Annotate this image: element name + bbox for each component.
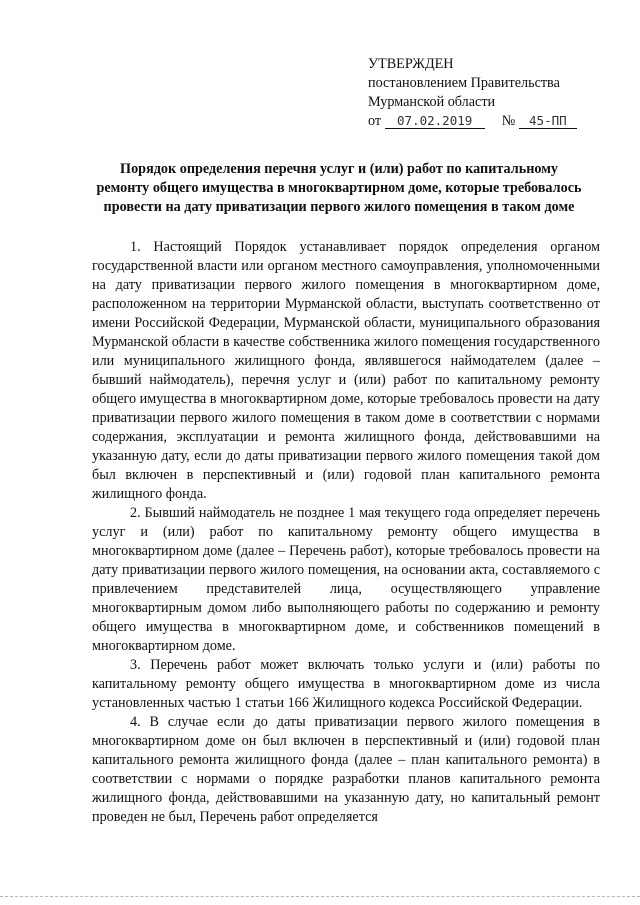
approval-region-line: Мурманской области xyxy=(368,94,496,110)
document-title: Порядок определения перечня услуг и (или) работ по капитальному ремонту общего имущества в многоквартирном доме, которые требовалось провести на дату приватизации первого жилого помещения в таком доме xyxy=(96,161,582,215)
paragraph-4: 4. В случае если до даты приватизации первого жилого помещения в многоквартирном доме он был включен в перспективный и (или) годовой план капитального ремонта жилищного фонда (далее – план капитального ремонта) в соответствии с нормами о порядке разработки планов капитального ремонта жилищного фонда, действовавшими на указанную дату, но капитальный ремонт проведен не был, Перечень работ определяется xyxy=(92,714,600,825)
approval-date-number-line xyxy=(368,112,608,131)
decree-number: 45-ПП xyxy=(519,113,577,129)
document-body xyxy=(92,238,600,827)
page-bottom-divider xyxy=(0,896,640,898)
paragraph-2: 2. Бывший наймодатель не позднее 1 мая текущего года определяет перечень услуг и (или) работ по капитальному ремонту общего имущества в многоквартирном доме (далее – Перечень работ), которые требовалось провести на дату приватизации первого жилого помещения, на основании акта, составляемого с привлечением представителей лица, осуществляющего управление многоквартирным домом либо выполняющего работы по содержанию и ремонту общего имущества в многоквартирном доме, и собственников помещений в многоквартирном доме. xyxy=(92,505,600,654)
approval-decree-line: постановлением Правительства xyxy=(368,75,560,91)
approval-block xyxy=(368,55,608,131)
paragraph-1: 1. Настоящий Порядок устанавливает порядок определения органом государственной власти или органом местного самоуправления, уполномоченными на дату приватизации первого жилого помещения в многоквартирном доме, расположенном на территории Мурманской области, выступать соответственно от имени Российской Федерации, Мурманской области, муниципального образования Мурманской области в качестве собственника жилого помещения государственного или муниципального жилищного фонда, являвшегося наймодателем (далее – бывший наймодатель), перечня услуг и (или) работ по капитальному ремонту общего имущества в многоквартирном доме, которые требовалось провести на дату приватизации первого жилого помещения в таком доме в соответствии с нормами содержания, эксплуатации и ремонта жилищного фонда, действовавшими на указанную дату, если до даты приватизации первого жилого помещения такой дом был включен в перспективный и (или) годовой план капитального ремонта жилищного фонда. xyxy=(92,239,600,502)
paragraph-3: 3. Перечень работ может включать только услуги и (или) работы по капитальному ремонту общего имущества в многоквартирном доме из числа установленных частью 1 статьи 166 Жилищного кодекса Российской Федерации. xyxy=(92,657,600,711)
date-prefix: от xyxy=(368,113,382,129)
decree-date: 07.02.2019 xyxy=(385,113,485,129)
approval-heading: УТВЕРЖДЕН xyxy=(368,56,454,72)
number-prefix: № xyxy=(501,113,516,129)
